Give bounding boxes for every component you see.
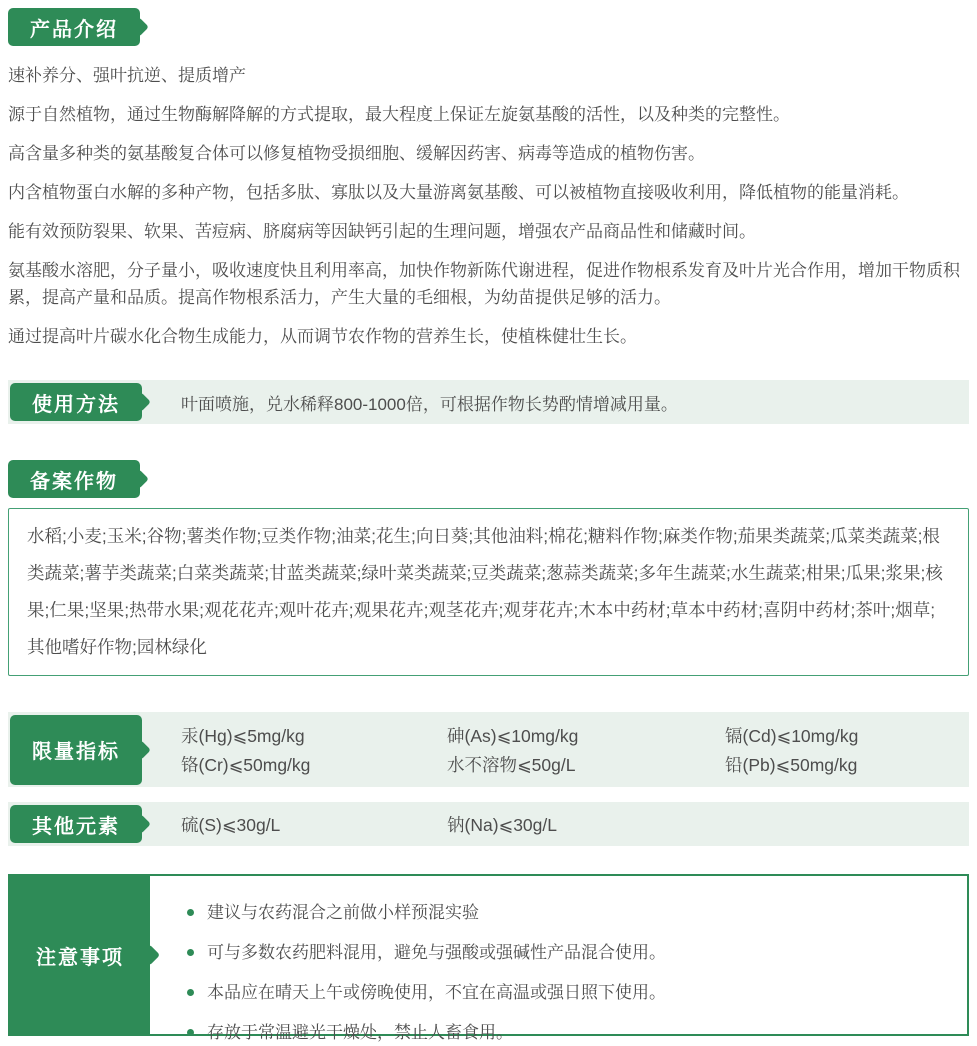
section-badge-others [10,805,142,843]
crops-box [8,508,969,676]
limit-item: 镉(Cd)⩽10mg/kg [725,725,859,746]
section-crops [8,424,969,676]
note-item: 存放于常温避光干燥处，禁止人畜食用。 [185,1019,957,1046]
intro-paragraph: 速补养分、强叶抗逆、提质增产 [8,66,246,85]
limit-item: 铅(Pb)⩽50mg/kg [725,754,858,775]
intro-paragraph: 内含植物蛋白水解的多种产物，包括多肽、寡肽以及大量游离氨基酸、可以被植物直接吸收利用，降低植物的能量消耗。 [8,183,909,202]
section-badge-crops [8,460,140,498]
limit-item: 水不溶物⩽50g/L [447,754,576,775]
section-notes [8,874,969,1042]
limits-grid [8,723,969,777]
section-title: 备案作物 [30,470,118,493]
other-element-item: 硫(S)⩽30g/L [181,814,281,835]
notes-list [150,876,967,1042]
section-title: 注意事项 [36,946,124,969]
limit-item: 汞(Hg)⩽5mg/kg [181,725,305,746]
note-item: 建议与农药混合之前做小样预混实验 [185,899,957,926]
section-usage [8,380,969,424]
section-badge-product-intro [8,8,140,46]
section-others [8,802,969,846]
section-limits [8,712,969,787]
intro-paragraph: 通过提高叶片碳水化合物生成能力，从而调节农作物的营养生长，使植株健壮生长。 [8,327,637,346]
section-title: 使用方法 [32,393,120,416]
section-title: 限量指标 [32,741,120,763]
section-badge-usage [10,383,142,421]
section-title: 产品介绍 [30,18,118,41]
intro-paragraph: 源于自然植物，通过生物酶解降解的方式提取，最大程度上保证左旋氨基酸的活性，以及种类的完整性。 [8,105,790,124]
intro-paragraph: 高含量多种类的氨基酸复合体可以修复植物受损细胞、缓解因药害、病毒等造成的植物伤害。 [8,144,705,163]
limit-item: 铬(Cr)⩽50mg/kg [181,754,311,775]
crops-text: 水稻;小麦;玉米;谷物;薯类作物;豆类作物;油菜;花生;向日葵;其他油料;棉花;糖料作物;麻类作物;茄果类蔬菜;瓜菜类蔬菜;根类蔬菜;薯芋类蔬菜;白菜类蔬菜;甘蓝类蔬菜;绿叶菜类蔬菜;豆类蔬菜;葱蒜类蔬菜;多年生蔬菜;水生蔬菜;柑果;瓜果;浆果;核果;仁果;坚果;热带水果;观花花卉;观叶花卉;观果花卉;观茎花卉;观芽花卉;木本中药材;草本中药材;喜阴中药材;茶叶;烟草;其他嗜好作物;园林绿化 [27,526,943,657]
note-item: 本品应在晴天上午或傍晚使用，不宜在高温或强日照下使用。 [185,979,957,1006]
note-item: 可与多数农药肥料混用，避免与强酸或强碱性产品混合使用。 [185,939,957,966]
section-badge-limits [10,715,142,785]
intro-paragraph: 氨基酸水溶肥，分子量小，吸收速度快且利用率高，加快作物新陈代谢进程，促进作物根系发育及叶片光合作用，增加干物质积累，提高产量和品质。提高作物根系活力，产生大量的毛细根，为幼苗提供足够的活力。 [8,261,960,307]
intro-paragraph: 能有效预防裂果、软果、苦痘病、脐腐病等因缺钙引起的生理问题，增强农产品商品性和储藏时间。 [8,222,756,241]
other-element-item: 钠(Na)⩽30g/L [447,814,557,835]
usage-text: 叶面喷施，兑水稀释800-1000倍，可根据作物长势酌情增减用量。 [181,394,678,414]
section-badge-notes [10,876,150,1034]
limit-item: 砷(As)⩽10mg/kg [447,725,579,746]
others-grid [8,812,969,837]
section-product-intro [8,8,969,350]
section-title: 其他元素 [32,815,120,838]
